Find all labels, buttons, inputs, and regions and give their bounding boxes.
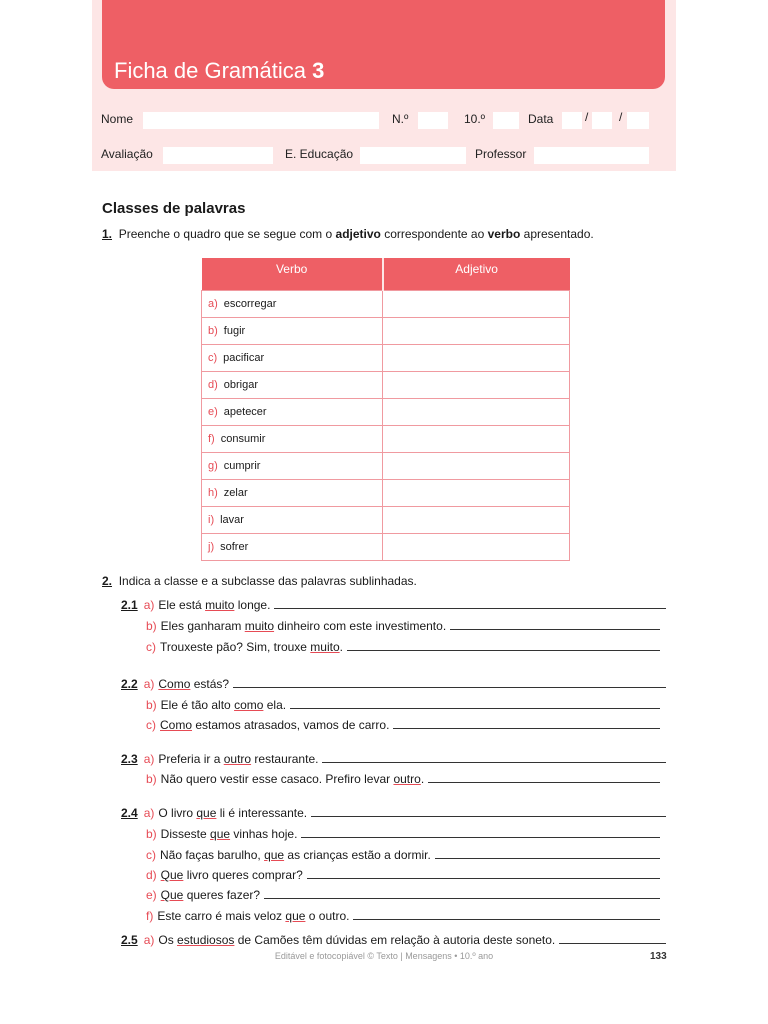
- answer-blank[interactable]: [290, 698, 660, 709]
- item-letter: j): [208, 541, 215, 553]
- sentence-text: Ele é tão alto: [160, 698, 235, 712]
- verb-adjective-table: [201, 258, 570, 561]
- answer-blank[interactable]: [435, 848, 660, 859]
- label-avaliacao: Avaliação: [101, 147, 153, 161]
- item-letter: e): [208, 406, 218, 418]
- sentence-text: as crianças estão a dormir.: [284, 848, 431, 862]
- date-slash: /: [585, 110, 589, 124]
- item-letter: a): [143, 933, 155, 947]
- section-title: Classes de palavras: [102, 200, 246, 217]
- underlined-word: estudiosos: [177, 933, 235, 947]
- answer-blank[interactable]: [233, 677, 666, 688]
- adjective-answer-cell[interactable]: [383, 399, 570, 426]
- table-row: [202, 453, 570, 480]
- subquestion-number: 2.2: [121, 677, 138, 691]
- header-block: [92, 0, 676, 171]
- verb-cell: [202, 318, 383, 345]
- sentence-text: Este carro é mais veloz: [157, 909, 286, 923]
- answer-blank[interactable]: [428, 772, 660, 783]
- item-letter: c): [146, 640, 156, 654]
- underlined-word: como: [234, 698, 264, 712]
- exercise-line: [121, 933, 662, 947]
- verb-cell: [202, 453, 383, 480]
- exercise-line: [121, 598, 662, 612]
- label-educacao: E. Educação: [285, 147, 354, 161]
- item-letter: h): [208, 487, 218, 499]
- sentence-text: vinhas hoje.: [230, 827, 298, 841]
- item-letter: b): [146, 619, 157, 633]
- verb-cell: [202, 534, 383, 561]
- verb-text: pacificar: [223, 352, 265, 364]
- exercise-line: [146, 772, 662, 786]
- sentence-text: de Camões têm dúvidas em relação à autoria deste soneto.: [234, 933, 556, 947]
- verb-cell: [202, 345, 383, 372]
- subquestion-number: 2.1: [121, 598, 138, 612]
- exercise-line: [146, 909, 662, 923]
- label-numero: N.º: [392, 112, 409, 126]
- question-2: 2. Indica a classe e a subclasse das palavras sublinhadas.: [102, 574, 417, 588]
- underlined-word: Que: [160, 888, 184, 902]
- exercise-line: [146, 640, 662, 654]
- sentence-text: livro queres comprar?: [183, 868, 303, 882]
- underlined-word: que: [285, 909, 306, 923]
- item-letter: a): [143, 677, 155, 691]
- sentence-text: estamos atrasados, vamos de carro.: [192, 718, 390, 732]
- verb-text: cumprir: [223, 460, 261, 472]
- sentence-text: Trouxeste pão? Sim, trouxe: [160, 640, 311, 654]
- table-row: [202, 372, 570, 399]
- item-letter: b): [146, 698, 157, 712]
- answer-blank[interactable]: [301, 827, 660, 838]
- item-letter: a): [143, 598, 155, 612]
- label-professor: Professor: [475, 147, 527, 161]
- verb-text: apetecer: [223, 406, 267, 418]
- data-month-field[interactable]: [592, 112, 612, 129]
- exercise-line: [146, 868, 662, 882]
- table-row: [202, 318, 570, 345]
- item-letter: b): [208, 325, 218, 337]
- verb-cell: [202, 507, 383, 534]
- verb-text: fugir: [223, 325, 246, 337]
- answer-blank[interactable]: [264, 888, 660, 899]
- exercise-line: [121, 677, 662, 691]
- sentence-text: Disseste: [160, 827, 211, 841]
- answer-blank[interactable]: [353, 909, 660, 920]
- sentence-text: .: [420, 772, 425, 786]
- answer-blank[interactable]: [450, 619, 660, 630]
- underlined-word: muito: [244, 619, 275, 633]
- answer-blank[interactable]: [307, 868, 660, 879]
- adjective-answer-cell[interactable]: [383, 345, 570, 372]
- table-row: [202, 426, 570, 453]
- sentence-text: queres fazer?: [183, 888, 261, 902]
- exercise-line: [121, 806, 662, 820]
- title-bar: [102, 0, 665, 89]
- item-letter: f): [208, 433, 215, 445]
- footer: Editável e fotocopiável © Texto | Mensagens • 10.º ano: [274, 951, 494, 961]
- verb-text: consumir: [220, 433, 266, 445]
- sentence-text: Ele está: [158, 598, 206, 612]
- verb-text: zelar: [223, 487, 248, 499]
- label-ano: 10.º: [464, 112, 486, 126]
- sentence-text: li é interessante.: [216, 806, 308, 820]
- verb-cell: [202, 426, 383, 453]
- professor-field[interactable]: [534, 147, 649, 164]
- sentence-text: ela.: [263, 698, 287, 712]
- underlined-word: outro: [393, 772, 421, 786]
- adjective-answer-cell[interactable]: [383, 480, 570, 507]
- answer-blank[interactable]: [347, 640, 660, 651]
- data-day-field[interactable]: [562, 112, 582, 129]
- sentence-text: Não quero vestir esse casaco. Prefiro levar: [160, 772, 394, 786]
- item-letter: a): [143, 752, 155, 766]
- adjective-answer-cell[interactable]: [383, 372, 570, 399]
- numero-field[interactable]: [418, 112, 448, 129]
- table-header-adjetivo: Adjetivo: [383, 258, 570, 291]
- sentence-text: Eles ganharam: [160, 619, 245, 633]
- answer-blank[interactable]: [311, 806, 666, 817]
- item-letter: c): [208, 352, 218, 364]
- label-data: Data: [528, 112, 554, 126]
- item-letter: c): [146, 718, 156, 732]
- adjective-answer-cell[interactable]: [383, 318, 570, 345]
- adjective-answer-cell[interactable]: [383, 426, 570, 453]
- subquestion-number: 2.4: [121, 806, 138, 820]
- verb-text: sofrer: [220, 541, 249, 553]
- sentence-text: dinheiro com este investimento.: [274, 619, 447, 633]
- underlined-word: que: [264, 848, 285, 862]
- educacao-field[interactable]: [360, 147, 466, 164]
- adjective-answer-cell[interactable]: [383, 291, 570, 318]
- sentence-text: estás?: [190, 677, 230, 691]
- item-letter: i): [208, 514, 215, 526]
- item-letter: a): [143, 806, 155, 820]
- verb-text: obrigar: [223, 379, 259, 391]
- verb-cell: [202, 372, 383, 399]
- item-letter: g): [208, 460, 218, 472]
- adjective-answer-cell[interactable]: [383, 534, 570, 561]
- underlined-word: Que: [160, 868, 184, 882]
- nome-field[interactable]: [143, 112, 379, 129]
- page-title: Ficha de Gramática 3: [114, 58, 325, 83]
- question-1: 1. Preenche o quadro que se segue com o adjetivo correspondente ao verbo apresentado.: [102, 227, 594, 241]
- item-letter: c): [146, 848, 156, 862]
- table-header-verbo: Verbo: [202, 258, 383, 291]
- exercise-line: [146, 698, 662, 712]
- verb-cell: [202, 480, 383, 507]
- data-year-field[interactable]: [627, 112, 649, 129]
- exercise-line: [146, 718, 662, 732]
- sentence-text: Não faças barulho,: [160, 848, 265, 862]
- answer-blank[interactable]: [559, 933, 666, 944]
- underlined-word: Como: [158, 677, 191, 691]
- verb-text: escorregar: [223, 298, 277, 310]
- adjective-answer-cell[interactable]: [383, 453, 570, 480]
- item-letter: b): [146, 827, 157, 841]
- item-letter: d): [146, 868, 157, 882]
- answer-blank[interactable]: [274, 598, 666, 609]
- adjective-answer-cell[interactable]: [383, 507, 570, 534]
- item-letter: d): [208, 379, 218, 391]
- avaliacao-field[interactable]: [163, 147, 273, 164]
- table-row: [202, 399, 570, 426]
- exercise-line: [146, 619, 662, 633]
- item-letter: f): [146, 909, 154, 923]
- date-slash: /: [619, 110, 623, 124]
- verb-cell: [202, 291, 383, 318]
- answer-blank[interactable]: [322, 752, 666, 763]
- page-number: 133: [650, 951, 667, 962]
- underlined-word: que: [196, 806, 217, 820]
- table-row: [202, 507, 570, 534]
- table-row: [202, 534, 570, 561]
- underlined-word: Como: [160, 718, 193, 732]
- exercise-line: [121, 752, 662, 766]
- exercise-line: [146, 827, 662, 841]
- exercise-line: [146, 848, 662, 862]
- exercise-line: [146, 888, 662, 902]
- underlined-word: muito: [205, 598, 235, 612]
- item-letter: e): [146, 888, 157, 902]
- item-letter: a): [208, 298, 218, 310]
- underlined-word: que: [210, 827, 231, 841]
- sentence-text: Preferia ir a: [158, 752, 224, 766]
- answer-blank[interactable]: [393, 718, 660, 729]
- verb-cell: [202, 399, 383, 426]
- table-row: [202, 291, 570, 318]
- sentence-text: O livro: [158, 806, 197, 820]
- underlined-word: muito: [310, 640, 340, 654]
- verb-text: lavar: [220, 514, 244, 526]
- underlined-word: outro: [223, 752, 252, 766]
- label-nome: Nome: [101, 112, 134, 126]
- table-row: [202, 345, 570, 372]
- sentence-text: restaurante.: [251, 752, 319, 766]
- sentence-text: Os: [158, 933, 178, 947]
- subquestion-number: 2.3: [121, 752, 138, 766]
- subquestion-number: 2.5: [121, 933, 138, 947]
- table-row: [202, 480, 570, 507]
- ano-field[interactable]: [493, 112, 519, 129]
- sentence-text: .: [339, 640, 343, 654]
- sentence-text: o outro.: [305, 909, 350, 923]
- sentence-text: longe.: [234, 598, 271, 612]
- item-letter: b): [146, 772, 157, 786]
